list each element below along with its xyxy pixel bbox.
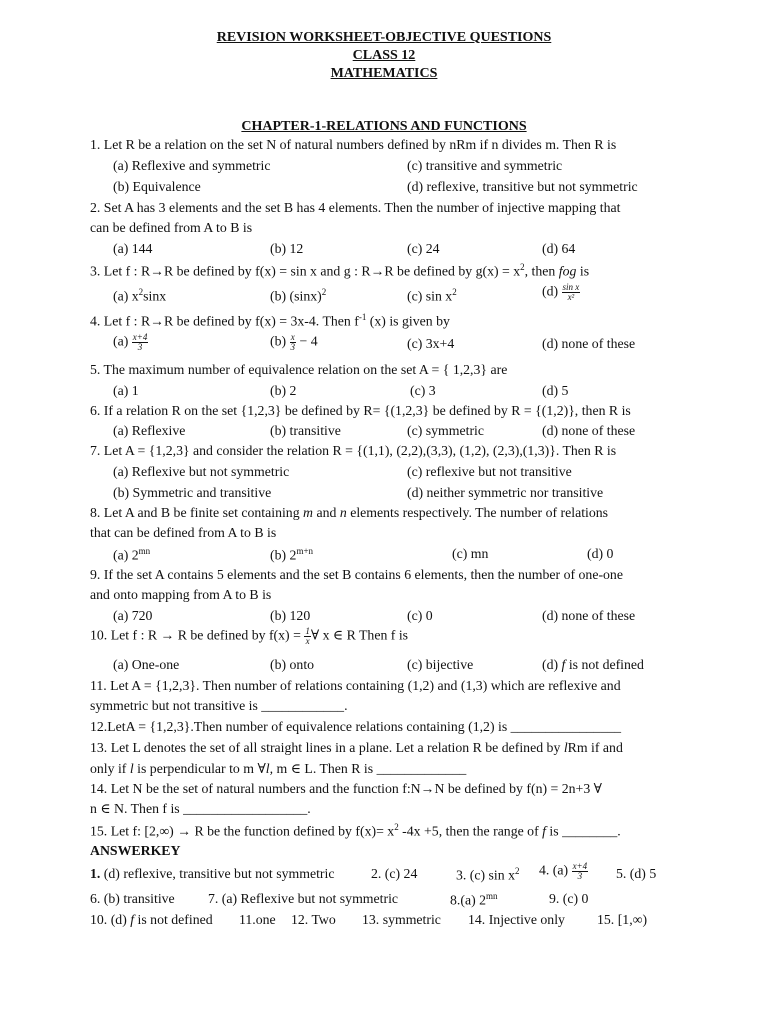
answer-12: 12. Two — [291, 912, 336, 927]
question-3: 3. Let f : R→R be defined by f(x) = sin x and g : R→R be defined by $g(x) = x^2$, then fog is — [90, 262, 590, 279]
question-13-line2: only if l is perpendicular to m ∀l, m ∈ L. Then R is _____________ — [90, 761, 467, 776]
q5-option-c: (c) 3 — [410, 383, 436, 398]
answer-6: 6. (b) transitive — [90, 891, 175, 906]
q3-option-a: (a) $x^2\sin x$ — [113, 287, 167, 304]
question-9-line2: and onto mapping from A to B is — [90, 587, 272, 602]
answer-7: 7. (a) Reflexive but not symmetric — [208, 891, 399, 906]
q3-option-b: (b) $(\sin x)^2$ — [270, 287, 327, 304]
question-9-line1: 9. If the set A contains 5 elements and the set B contains 6 elements, then the number of one-one — [90, 567, 623, 582]
question-15: 15. Let f: [2,∞) → R be the function defined by $f(x)= x^2$ -4x +5, then the range of f is ________. — [90, 822, 621, 839]
q2-option-d: (d) 64 — [542, 241, 576, 256]
q6-option-a: (a) Reflexive — [113, 423, 186, 438]
question-11-line2: symmetric but not transitive is ____________. — [90, 698, 348, 713]
answer-8: 8.(a) $2^{mn}$ — [450, 891, 498, 908]
question-2-line1: 2. Set A has 3 elements and the set B has 4 elements. Then the number of injective mapping that — [90, 200, 621, 215]
q2-option-b: (b) 12 — [270, 241, 304, 256]
q5-option-a: (a) 1 — [113, 383, 139, 398]
q6-option-d: (d) none of these — [542, 423, 636, 438]
q10-option-b: (b) onto — [270, 657, 315, 672]
q9-option-b: (b) 120 — [270, 608, 311, 623]
answerkey-heading: ANSWERKEY — [90, 843, 181, 858]
answer-15: 15. [1,∞) — [597, 912, 648, 927]
question-4: 4. Let f : R→R be defined by f(x) = 3x-4. Then $f^{-1}$ (x) is given by — [90, 312, 450, 329]
q5-option-b: (b) 2 — [270, 383, 297, 398]
worksheet-title: REVISION WORKSHEET-OBJECTIVE QUESTIONS — [216, 30, 552, 45]
q4-option-c: (c) 3x+4 — [407, 336, 455, 351]
q1-option-d: (d) reflexive, transitive but not symmetric — [407, 179, 638, 194]
question-12: 12.LetA = {1,2,3}.Then number of equivalence relations containing (1,2) is ________________ — [90, 719, 622, 734]
q9-option-a: (a) 720 — [113, 608, 153, 623]
q1-option-c: (c) transitive and symmetric — [407, 158, 563, 173]
question-6: 6. If a relation R on the set {1,2,3} be defined by R= {(1,2,3} be defined by R = {(1,2)}, then R is — [90, 403, 631, 418]
q1-option-b: (b) Equivalence — [113, 179, 201, 194]
q2-option-a: (a) 144 — [113, 241, 153, 256]
class-heading: CLASS 12 — [352, 48, 416, 63]
q4-option-a: (a) $\frac{x+4}{3}$ — [113, 332, 148, 352]
question-1: 1. Let R be a relation on the set N of natural numbers defined by nRm if n divides m. Then R is — [90, 137, 617, 152]
q4-option-b: (b) $\frac{x}{3}$ − 4 — [270, 332, 318, 352]
q7-option-c: (c) reflexive but not transitive — [407, 464, 572, 479]
answer-10: 10. (d) f is not defined — [90, 912, 213, 927]
q8-option-b: (b) $2^{m+n}$ — [270, 546, 314, 563]
q4-option-d: (d) none of these — [542, 336, 636, 351]
answer-5: 5. (d) 5 — [616, 866, 657, 881]
q7-option-a: (a) Reflexive but not symmetric — [113, 464, 290, 479]
q2-option-c: (c) 24 — [407, 241, 440, 256]
q3-option-c: (c) $\sin x^2$ — [407, 287, 457, 304]
question-2-line2: can be defined from A to B is — [90, 220, 253, 235]
answer-11: 11.one — [239, 912, 276, 927]
question-14-line2: n ∈ N. Then f is __________________. — [90, 801, 311, 816]
answer-14: 14. Injective only — [468, 912, 565, 927]
q1-option-a: (a) Reflexive and symmetric — [113, 158, 271, 173]
q6-option-c: (c) symmetric — [407, 423, 485, 438]
q7-option-d: (d) neither symmetric nor transitive — [407, 485, 604, 500]
q10-option-c: (c) bijective — [407, 657, 474, 672]
q10-option-a: (a) One-one — [113, 657, 180, 672]
q9-option-c: (c) 0 — [407, 608, 433, 623]
q7-option-b: (b) Symmetric and transitive — [113, 485, 272, 500]
answer-13: 13. symmetric — [362, 912, 441, 927]
answer-3: 3. (c) $\sin x^2$ — [456, 866, 520, 883]
question-11-line1: 11. Let A = {1,2,3}. Then number of relations containing (1,2) and (1,3) which are reflexive and — [90, 678, 621, 693]
q10-option-d: (d) f is not defined — [542, 657, 644, 672]
question-8-line1: 8. Let A and B be finite set containing m and n elements respectively. The number of relations — [90, 505, 609, 520]
question-5: 5. The maximum number of equivalence relation on the set A = { 1,2,3} are — [90, 362, 508, 377]
q8-option-d: (d) 0 — [587, 546, 614, 561]
q3-option-d: (d) $\frac{\text{sin x}}{\text{x²}}$ — [542, 282, 580, 302]
answer-4: 4. (a) $\frac{x+4}{3}$ — [539, 861, 588, 881]
answer-9: 9. (c) 0 — [549, 891, 589, 906]
question-8-line2: that can be defined from A to B is — [90, 525, 277, 540]
q8-option-c: (c) mn — [452, 546, 489, 561]
q9-option-d: (d) none of these — [542, 608, 636, 623]
question-14-line1: 14. Let N be the set of natural numbers and the function f:N→N be defined by f(n) = 2n+3 ∀ — [90, 781, 603, 796]
answer-2: 2. (c) 24 — [371, 866, 418, 881]
q5-option-d: (d) 5 — [542, 383, 569, 398]
subject-heading: MATHEMATICS — [330, 66, 438, 81]
question-13-line1: 13. Let L denotes the set of all straight lines in a plane. Let a relation R be defined by lRm if and — [90, 740, 623, 755]
q8-option-a: (a) $2^{mn}$ — [113, 546, 151, 563]
q6-option-b: (b) transitive — [270, 423, 341, 438]
question-10: 10. Let f : R → R be defined by f(x) = $\frac{1}{x}$ ∀ x ∈ R Then f is — [90, 626, 409, 646]
question-7: 7. Let A = {1,2,3} and consider the relation R = {(1,1), (2,2),(3,3), (1,2), (2,3),(1,3)}. Then R is — [90, 443, 617, 458]
chapter-heading: CHAPTER-1-RELATIONS AND FUNCTIONS — [241, 119, 527, 134]
answerkey-row-1: 1. (d) reflexive, transitive but not symmetric — [90, 866, 335, 881]
